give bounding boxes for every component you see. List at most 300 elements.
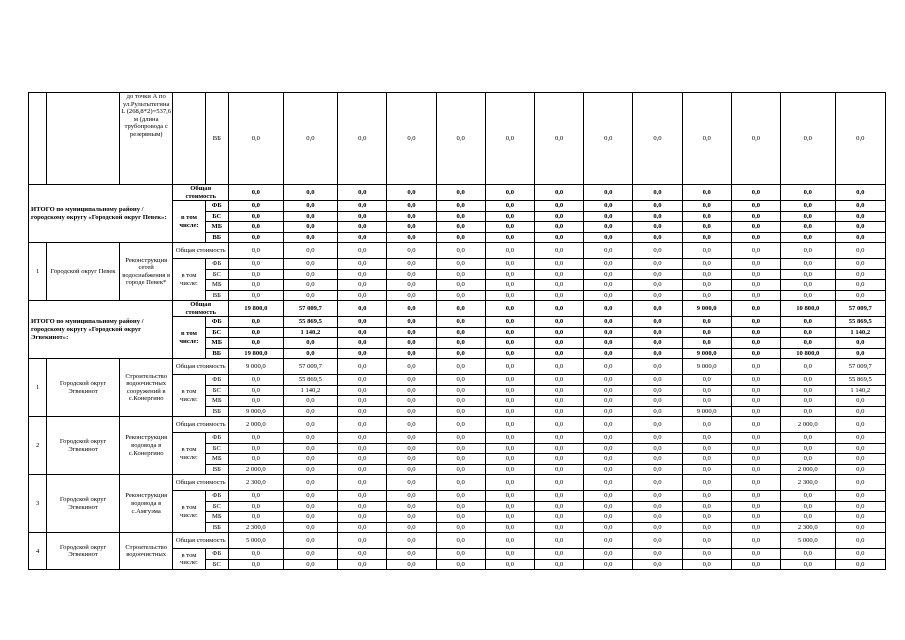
- value-cell: 0,0: [682, 317, 731, 328]
- value-cell: 0,0: [682, 327, 731, 338]
- table-row: [29, 243, 886, 259]
- value-cell: 0,0: [485, 454, 534, 465]
- value-cell: 0,0: [781, 338, 836, 349]
- funding-source: ФБ: [205, 317, 229, 328]
- value-cell: 0,0: [229, 385, 284, 396]
- funding-source: БС: [205, 385, 229, 396]
- value-cell: 0,0: [835, 269, 885, 280]
- value-cell: 0,0: [283, 512, 338, 523]
- value-cell: 0,0: [835, 533, 885, 549]
- value-cell: 0,0: [731, 475, 780, 491]
- value-cell: 0,0: [835, 201, 885, 212]
- value-cell: 0,0: [387, 417, 436, 433]
- value-cell: 2 000,0: [229, 464, 284, 475]
- value-cell: 0,0: [387, 454, 436, 465]
- item-district: Городской округ Эгвекинот: [47, 417, 120, 475]
- value-cell: 0,0: [436, 201, 485, 212]
- value-cell: 0,0: [436, 338, 485, 349]
- funding-source: ВБ: [205, 232, 229, 243]
- budget-table-page: [28, 92, 886, 570]
- value-cell: 0,0: [534, 301, 583, 317]
- value-cell: 0,0: [485, 185, 534, 201]
- value-cell: 0,0: [781, 359, 836, 375]
- funding-source: МБ: [205, 454, 229, 465]
- value-cell: 2 300,0: [781, 522, 836, 533]
- value-cell: 0,0: [534, 433, 583, 444]
- value-cell: 0,0: [338, 433, 387, 444]
- value-cell: 0,0: [835, 338, 885, 349]
- table-row: [29, 359, 886, 375]
- value-cell: 0,0: [731, 348, 780, 359]
- value-cell: 0,0: [436, 559, 485, 570]
- value-cell: 55 869,5: [835, 317, 885, 328]
- value-cell: 0,0: [633, 290, 682, 301]
- value-cell: 0,0: [835, 475, 885, 491]
- funding-source: ВБ: [205, 522, 229, 533]
- value-cell: 0,0: [283, 338, 338, 349]
- value-cell: 0,0: [436, 280, 485, 291]
- value-cell: 0,0: [534, 443, 583, 454]
- value-cell: 0,0: [584, 327, 633, 338]
- value-cell: 0,0: [682, 522, 731, 533]
- value-cell: 0,0: [229, 280, 284, 291]
- value-cell: 0,0: [338, 185, 387, 201]
- value-cell: 0,0: [633, 348, 682, 359]
- value-cell: 0,0: [229, 375, 284, 386]
- value-cell: 0,0: [485, 501, 534, 512]
- value-cell: 0,0: [584, 406, 633, 417]
- value-cell: 0,0: [731, 501, 780, 512]
- value-cell: 0,0: [387, 338, 436, 349]
- value-cell: 0,0: [338, 464, 387, 475]
- value-cell: 0,0: [534, 549, 583, 560]
- value-cell: 9 000,0: [682, 359, 731, 375]
- value-cell: 0,0: [584, 549, 633, 560]
- value-cell: 0,0: [731, 93, 780, 185]
- value-cell: 0,0: [387, 211, 436, 222]
- value-cell: 0,0: [283, 280, 338, 291]
- value-cell: 0,0: [534, 491, 583, 502]
- value-cell: 0,0: [283, 211, 338, 222]
- value-cell: 0,0: [731, 301, 780, 317]
- value-cell: 0,0: [229, 243, 284, 259]
- value-cell: 0,0: [633, 396, 682, 407]
- value-cell: 1 140,2: [835, 327, 885, 338]
- value-cell: 0,0: [633, 93, 682, 185]
- in-total-label: в том числе:: [173, 491, 205, 533]
- value-cell: 0,0: [436, 185, 485, 201]
- value-cell: 0,0: [682, 501, 731, 512]
- value-cell: 0,0: [387, 280, 436, 291]
- value-cell: 0,0: [584, 359, 633, 375]
- value-cell: 0,0: [387, 259, 436, 270]
- value-cell: 0,0: [534, 417, 583, 433]
- in-total-label: в том числе:: [173, 375, 205, 417]
- value-cell: 19 800,0: [229, 348, 284, 359]
- value-cell: 0,0: [436, 385, 485, 396]
- value-cell: 0,0: [633, 522, 682, 533]
- value-cell: 0,0: [387, 348, 436, 359]
- value-cell: 0,0: [534, 259, 583, 270]
- value-cell: 0,0: [387, 201, 436, 212]
- value-cell: 0,0: [534, 232, 583, 243]
- in-total-label: в том числе:: [173, 549, 205, 570]
- table-body: [29, 93, 886, 570]
- value-cell: 0,0: [387, 491, 436, 502]
- value-cell: 0,0: [229, 338, 284, 349]
- value-cell: 0,0: [534, 269, 583, 280]
- value-cell: 9 000,0: [682, 301, 731, 317]
- value-cell: 0,0: [485, 443, 534, 454]
- value-cell: 0,0: [387, 501, 436, 512]
- value-cell: 0,0: [584, 317, 633, 328]
- value-cell: 0,0: [283, 396, 338, 407]
- item-name: Строительство водоочистных сооружений в с.Конергино: [119, 359, 172, 417]
- value-cell: 0,0: [584, 301, 633, 317]
- funding-source: БС: [205, 443, 229, 454]
- value-cell: 0,0: [485, 396, 534, 407]
- value-cell: 0,0: [229, 201, 284, 212]
- value-cell: 0,0: [682, 211, 731, 222]
- value-cell: 0,0: [387, 475, 436, 491]
- value-cell: 0,0: [485, 417, 534, 433]
- value-cell: 0,0: [781, 501, 836, 512]
- item-district: Городской округ Певек: [47, 243, 120, 301]
- total-title: ИТОГО по муниципальному району / городскому округу «Городской округ Певек»:: [29, 185, 173, 243]
- value-cell: 0,0: [436, 243, 485, 259]
- value-cell: 0,0: [633, 433, 682, 444]
- value-cell: 0,0: [338, 549, 387, 560]
- value-cell: 0,0: [229, 222, 284, 233]
- item-number: 1: [29, 243, 47, 301]
- value-cell: 0,0: [584, 454, 633, 465]
- value-cell: 0,0: [436, 327, 485, 338]
- value-cell: 0,0: [534, 211, 583, 222]
- value-cell: 0,0: [731, 375, 780, 386]
- value-cell: 0,0: [682, 475, 731, 491]
- value-cell: 0,0: [682, 454, 731, 465]
- item-number: 1: [29, 359, 47, 417]
- value-cell: 0,0: [534, 348, 583, 359]
- value-cell: 0,0: [633, 406, 682, 417]
- value-cell: 0,0: [283, 406, 338, 417]
- value-cell: 0,0: [534, 385, 583, 396]
- value-cell: 0,0: [835, 406, 885, 417]
- value-cell: 0,0: [436, 269, 485, 280]
- value-cell: 0,0: [835, 443, 885, 454]
- value-cell: 0,0: [633, 533, 682, 549]
- value-cell: 0,0: [731, 512, 780, 523]
- value-cell: 0,0: [387, 512, 436, 523]
- value-cell: 0,0: [633, 280, 682, 291]
- value-cell: 0,0: [485, 338, 534, 349]
- value-cell: 0,0: [682, 559, 731, 570]
- value-cell: 0,0: [731, 327, 780, 338]
- value-cell: 0,0: [682, 93, 731, 185]
- value-cell: 2 000,0: [781, 464, 836, 475]
- value-cell: 0,0: [387, 522, 436, 533]
- value-cell: 0,0: [682, 269, 731, 280]
- value-cell: 0,0: [781, 385, 836, 396]
- value-cell: 0,0: [229, 232, 284, 243]
- value-cell: 0,0: [584, 338, 633, 349]
- value-cell: 0,0: [283, 501, 338, 512]
- value-cell: 55 869,5: [835, 375, 885, 386]
- value-cell: 0,0: [731, 464, 780, 475]
- budget-table: [28, 92, 886, 570]
- value-cell: 0,0: [436, 375, 485, 386]
- value-cell: 0,0: [633, 512, 682, 523]
- value-cell: 0,0: [338, 301, 387, 317]
- value-cell: 0,0: [387, 375, 436, 386]
- value-cell: 0,0: [731, 185, 780, 201]
- value-cell: 0,0: [436, 259, 485, 270]
- value-cell: 0,0: [781, 201, 836, 212]
- value-cell: 1 140,2: [283, 327, 338, 338]
- value-cell: 0,0: [682, 232, 731, 243]
- value-cell: 0,0: [485, 201, 534, 212]
- value-cell: 0,0: [731, 385, 780, 396]
- value-cell: 0,0: [534, 317, 583, 328]
- value-cell: 0,0: [338, 243, 387, 259]
- value-cell: 0,0: [436, 533, 485, 549]
- table-row: [29, 417, 886, 433]
- value-cell: 0,0: [229, 327, 284, 338]
- value-cell: 0,0: [338, 280, 387, 291]
- value-cell: 0,0: [781, 433, 836, 444]
- value-cell: 0,0: [633, 464, 682, 475]
- value-cell: 0,0: [584, 348, 633, 359]
- value-cell: 0,0: [584, 222, 633, 233]
- value-cell: 0,0: [387, 443, 436, 454]
- in-total-label: в том числе:: [173, 433, 205, 475]
- value-cell: 0,0: [835, 454, 885, 465]
- value-cell: 0,0: [633, 475, 682, 491]
- value-cell: 0,0: [436, 433, 485, 444]
- value-cell: 0,0: [283, 443, 338, 454]
- value-cell: 0,0: [387, 243, 436, 259]
- value-cell: 0,0: [835, 222, 885, 233]
- value-cell: 0,0: [283, 243, 338, 259]
- value-cell: 0,0: [387, 464, 436, 475]
- value-cell: 0,0: [835, 549, 885, 560]
- value-cell: 0,0: [781, 259, 836, 270]
- value-cell: 0,0: [633, 317, 682, 328]
- item-district: Городской округ Эгвекинот: [47, 533, 120, 570]
- value-cell: 0,0: [682, 385, 731, 396]
- value-cell: 0,0: [584, 533, 633, 549]
- value-cell: 0,0: [485, 464, 534, 475]
- value-cell: 0,0: [584, 269, 633, 280]
- funding-source: МБ: [205, 512, 229, 523]
- funding-source: МБ: [205, 396, 229, 407]
- value-cell: 0,0: [731, 359, 780, 375]
- value-cell: 0,0: [436, 211, 485, 222]
- table-row: [29, 475, 886, 491]
- value-cell: 0,0: [387, 222, 436, 233]
- value-cell: 19 800,0: [229, 301, 284, 317]
- value-cell: 0,0: [781, 290, 836, 301]
- table-row: [29, 185, 886, 201]
- value-cell: 0,0: [485, 93, 534, 185]
- value-cell: 0,0: [633, 443, 682, 454]
- value-cell: 0,0: [283, 464, 338, 475]
- value-cell: 0,0: [682, 201, 731, 212]
- value-cell: 0,0: [682, 533, 731, 549]
- value-cell: 5 000,0: [229, 533, 284, 549]
- value-cell: 0,0: [387, 396, 436, 407]
- value-cell: 0,0: [835, 185, 885, 201]
- value-cell: 0,0: [338, 222, 387, 233]
- value-cell: 1 140,2: [283, 385, 338, 396]
- value-cell: 0,0: [436, 443, 485, 454]
- value-cell: 0,0: [338, 359, 387, 375]
- item-name: Реконструкция водовода в с.Амгуэма: [119, 475, 172, 533]
- value-cell: 0,0: [731, 443, 780, 454]
- value-cell: 0,0: [835, 491, 885, 502]
- value-cell: 0,0: [835, 464, 885, 475]
- funding-source: ФБ: [205, 259, 229, 270]
- value-cell: 0,0: [534, 475, 583, 491]
- value-cell: 0,0: [584, 243, 633, 259]
- value-cell: 0,0: [731, 317, 780, 328]
- value-cell: 10 800,0: [781, 348, 836, 359]
- value-cell: 57 009,7: [283, 301, 338, 317]
- value-cell: 0,0: [584, 93, 633, 185]
- value-cell: 0,0: [283, 232, 338, 243]
- value-cell: 0,0: [338, 512, 387, 523]
- value-cell: 0,0: [731, 338, 780, 349]
- in-total-label: в том числе:: [173, 259, 205, 301]
- cost-total-label: Общая стоимость: [173, 359, 229, 375]
- value-cell: 0,0: [633, 222, 682, 233]
- value-cell: 0,0: [338, 327, 387, 338]
- value-cell: 0,0: [485, 232, 534, 243]
- value-cell: 0,0: [229, 443, 284, 454]
- value-cell: 0,0: [283, 454, 338, 465]
- value-cell: 0,0: [781, 243, 836, 259]
- value-cell: 0,0: [387, 406, 436, 417]
- value-cell: 0,0: [781, 406, 836, 417]
- value-cell: 0,0: [835, 348, 885, 359]
- value-cell: 0,0: [682, 396, 731, 407]
- value-cell: 0,0: [682, 464, 731, 475]
- value-cell: 0,0: [534, 533, 583, 549]
- value-cell: 0,0: [338, 317, 387, 328]
- value-cell: 0,0: [731, 396, 780, 407]
- value-cell: 0,0: [835, 559, 885, 570]
- table-row: [29, 93, 886, 185]
- value-cell: 0,0: [584, 211, 633, 222]
- cost-total-label: Общая стоимость: [173, 243, 229, 259]
- value-cell: 0,0: [781, 232, 836, 243]
- value-cell: 0,0: [436, 359, 485, 375]
- value-cell: 0,0: [731, 269, 780, 280]
- in-total-label: в том числе:: [173, 317, 205, 359]
- value-cell: 0,0: [338, 475, 387, 491]
- value-cell: 0,0: [436, 522, 485, 533]
- value-cell: 0,0: [534, 464, 583, 475]
- value-cell: 0,0: [633, 327, 682, 338]
- funding-source: ФБ: [205, 433, 229, 444]
- value-cell: 0,0: [682, 491, 731, 502]
- value-cell: 0,0: [534, 243, 583, 259]
- value-cell: 0,0: [338, 290, 387, 301]
- value-cell: 0,0: [731, 243, 780, 259]
- value-cell: 0,0: [633, 491, 682, 502]
- value-cell: 0,0: [485, 375, 534, 386]
- value-cell: 2 300,0: [229, 475, 284, 491]
- value-cell: 0,0: [485, 327, 534, 338]
- value-cell: 0,0: [781, 185, 836, 201]
- value-cell: 0,0: [283, 559, 338, 570]
- value-cell: 0,0: [781, 222, 836, 233]
- value-cell: 0,0: [781, 280, 836, 291]
- table-row: [29, 533, 886, 549]
- funding-source: БС: [205, 559, 229, 570]
- source-spacer: [173, 93, 205, 185]
- value-cell: 0,0: [436, 417, 485, 433]
- value-cell: 0,0: [731, 417, 780, 433]
- value-cell: 0,0: [485, 259, 534, 270]
- value-cell: 0,0: [436, 317, 485, 328]
- value-cell: 0,0: [835, 501, 885, 512]
- value-cell: 0,0: [229, 93, 284, 185]
- value-cell: 0,0: [731, 259, 780, 270]
- value-cell: 0,0: [534, 327, 583, 338]
- value-cell: 0,0: [485, 385, 534, 396]
- value-cell: 0,0: [338, 375, 387, 386]
- value-cell: 0,0: [387, 290, 436, 301]
- value-cell: 0,0: [731, 491, 780, 502]
- value-cell: 0,0: [835, 417, 885, 433]
- table-row: [29, 301, 886, 317]
- value-cell: 0,0: [485, 512, 534, 523]
- value-cell: 0,0: [534, 338, 583, 349]
- value-cell: 0,0: [485, 301, 534, 317]
- value-cell: 0,0: [436, 454, 485, 465]
- value-cell: 0,0: [485, 533, 534, 549]
- value-cell: 0,0: [731, 201, 780, 212]
- value-cell: 0,0: [338, 259, 387, 270]
- value-cell: 0,0: [584, 464, 633, 475]
- funding-source: МБ: [205, 338, 229, 349]
- funding-source: ВБ: [205, 348, 229, 359]
- value-cell: 0,0: [485, 491, 534, 502]
- value-cell: 0,0: [731, 433, 780, 444]
- value-cell: 55 869,5: [283, 375, 338, 386]
- value-cell: 0,0: [534, 501, 583, 512]
- value-cell: 0,0: [534, 93, 583, 185]
- value-cell: 0,0: [283, 259, 338, 270]
- value-cell: 0,0: [436, 501, 485, 512]
- item-number: 4: [29, 533, 47, 570]
- value-cell: 0,0: [338, 201, 387, 212]
- value-cell: 0,0: [584, 512, 633, 523]
- value-cell: 0,0: [338, 443, 387, 454]
- value-cell: 0,0: [781, 512, 836, 523]
- value-cell: 0,0: [584, 259, 633, 270]
- value-cell: 0,0: [436, 512, 485, 523]
- value-cell: 0,0: [835, 232, 885, 243]
- funding-source: ФБ: [205, 549, 229, 560]
- value-cell: 0,0: [229, 259, 284, 270]
- value-cell: 0,0: [584, 375, 633, 386]
- value-cell: 0,0: [338, 385, 387, 396]
- value-cell: 0,0: [633, 549, 682, 560]
- value-cell: 0,0: [338, 338, 387, 349]
- value-cell: 0,0: [781, 211, 836, 222]
